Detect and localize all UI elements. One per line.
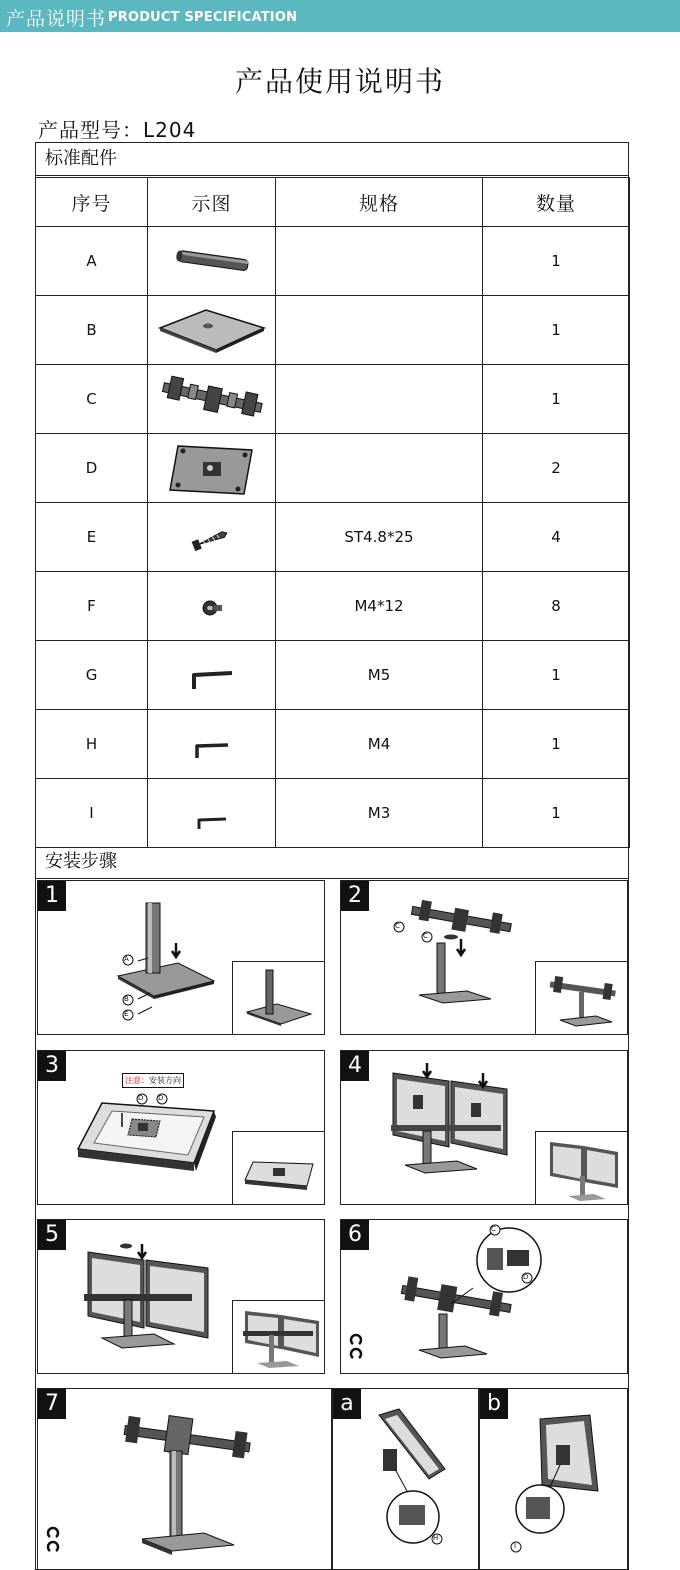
part-spec (276, 227, 483, 296)
col-header-index: 序号 (36, 178, 148, 227)
pole-icon (148, 227, 276, 296)
part-id: C (36, 365, 148, 434)
step-number: 1 (38, 881, 66, 911)
steps-section-title: 安装步骤 (35, 845, 629, 879)
page-title: 产品使用说明书 (234, 65, 445, 98)
part-qty: 1 (483, 296, 630, 365)
callout-label-d: D (158, 1094, 164, 1102)
bolt-icon (148, 572, 276, 641)
table-row (36, 572, 630, 641)
banner-title-zh: 产品说明书 (6, 8, 107, 30)
table-row (36, 710, 630, 779)
callout-label-c2: C (423, 932, 428, 940)
step-2-inset (535, 961, 628, 1035)
callout-label-f: D (138, 1094, 144, 1102)
callout-label-b: B (124, 995, 129, 1003)
step-4-panel (340, 1050, 628, 1205)
col-header-spec: 规格 (276, 178, 483, 227)
part-spec: M4 (276, 710, 483, 779)
part-spec: M5 (276, 641, 483, 710)
part-id: E (36, 503, 148, 572)
part-id: B (36, 296, 148, 365)
table-row (36, 779, 630, 848)
callout-label-c: C (491, 1225, 496, 1233)
col-header-figure: 示图 (148, 178, 276, 227)
banner-title-en: PRODUCT SPECIFICATION (108, 10, 298, 25)
part-id: F (36, 572, 148, 641)
callout-label-d: D (523, 1273, 529, 1281)
part-spec: M4*12 (276, 572, 483, 641)
parts-table (35, 177, 630, 848)
part-qty: 1 (483, 779, 630, 848)
step-1-panel (37, 880, 325, 1035)
step-number: b (480, 1389, 508, 1419)
step-3-panel (37, 1050, 325, 1205)
vesa-plate-icon (148, 434, 276, 503)
part-qty: 4 (483, 503, 630, 572)
table-row (36, 365, 630, 434)
hex-key-icon (148, 641, 276, 710)
step-number: a (333, 1389, 361, 1419)
part-id: G (36, 641, 148, 710)
step-number: 4 (341, 1051, 369, 1081)
top-banner (0, 0, 680, 32)
part-qty: 1 (483, 710, 630, 779)
step-5-panel (37, 1219, 325, 1374)
step-1-inset (232, 961, 325, 1035)
hex-key-icon (148, 710, 276, 779)
step-number: 2 (341, 881, 369, 911)
callout-label-c: C (395, 922, 400, 930)
callout-label-a: A (124, 955, 129, 963)
part-id: I (36, 779, 148, 848)
step-number: 6 (341, 1220, 369, 1250)
note-label: 注意： (125, 1076, 149, 1085)
part-qty: 1 (483, 227, 630, 296)
part-id: D (36, 434, 148, 503)
step-4-inset (535, 1131, 628, 1205)
step-6-illustration (341, 1220, 628, 1374)
table-row (36, 227, 630, 296)
screw-icon (148, 503, 276, 572)
arm-bracket-icon (148, 365, 276, 434)
step-b-panel (479, 1388, 628, 1570)
step-b-illustration (480, 1389, 628, 1570)
table-row (36, 296, 630, 365)
model-number: 产品型号：L204 (38, 118, 197, 142)
step-number: 5 (38, 1220, 66, 1250)
parts-table-header (36, 178, 630, 227)
callout-label-h: H (433, 1534, 439, 1542)
base-plate-icon (148, 296, 276, 365)
step-3-inset (232, 1131, 325, 1205)
part-id: A (36, 227, 148, 296)
step-number: 3 (38, 1051, 66, 1081)
table-row (36, 434, 630, 503)
install-direction-note (122, 1073, 184, 1088)
hex-key-icon (148, 779, 276, 848)
step-2-panel (340, 880, 628, 1035)
part-qty: 2 (483, 434, 630, 503)
note-text: 安装方向 (149, 1076, 181, 1085)
part-spec (276, 296, 483, 365)
parts-section-title: 标准配件 (35, 142, 629, 176)
part-spec: ST4.8*25 (276, 503, 483, 572)
step-7-illustration (38, 1389, 332, 1570)
step-6-panel (340, 1219, 628, 1374)
step-7-panel (37, 1388, 332, 1570)
table-row (36, 641, 630, 710)
part-spec: M3 (276, 779, 483, 848)
part-qty: 8 (483, 572, 630, 641)
part-qty: 1 (483, 365, 630, 434)
callout-label-i: I (514, 1542, 517, 1550)
col-header-qty: 数量 (483, 178, 630, 227)
step-number: 7 (38, 1389, 66, 1419)
callout-label-e: E (124, 1010, 129, 1018)
step-a-illustration (333, 1389, 479, 1570)
part-spec (276, 434, 483, 503)
step-a-panel (332, 1388, 479, 1570)
part-spec (276, 365, 483, 434)
part-id: H (36, 710, 148, 779)
step-5-inset (232, 1300, 325, 1374)
table-row (36, 503, 630, 572)
part-qty: 1 (483, 641, 630, 710)
